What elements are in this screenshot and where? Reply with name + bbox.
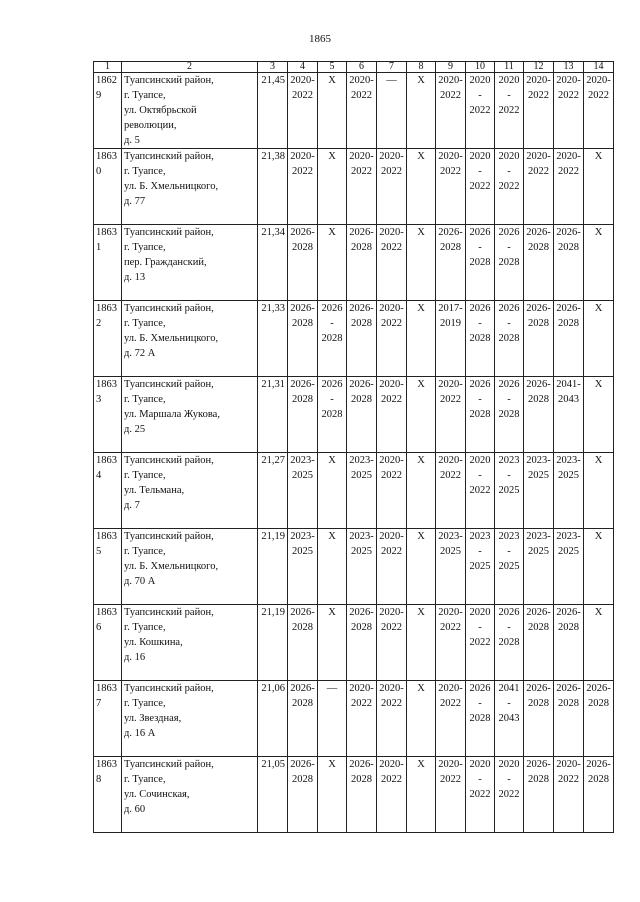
period-cell-c14: 2020- 2022: [584, 73, 614, 149]
record-number-cell: 18632: [94, 301, 122, 377]
period-cell-c12: 2026- 2028: [524, 377, 554, 453]
period-cell-c14: Х: [584, 149, 614, 225]
column-number-row: [94, 62, 614, 73]
period-cell-c12: 2023- 2025: [524, 453, 554, 529]
period-cell-c10: 2026- 2028: [466, 377, 495, 453]
address-cell: Туапсинский район, г. Туапсе, ул. Маршала Жукова, д. 25: [122, 377, 258, 453]
period-cell-c5: —: [318, 681, 347, 757]
period-cell-c10: 2020- 2022: [466, 453, 495, 529]
period-cell-c4: 2023- 2025: [288, 453, 318, 529]
period-cell-c14: Х: [584, 377, 614, 453]
address-cell: Туапсинский район, г. Туапсе, ул. Тельмана, д. 7: [122, 453, 258, 529]
table-row: [94, 149, 614, 225]
period-cell-c12: 2026- 2028: [524, 225, 554, 301]
record-number-cell: 18630: [94, 149, 122, 225]
period-cell-c6: 2026- 2028: [347, 757, 377, 833]
period-cell-c7: 2020- 2022: [377, 377, 407, 453]
period-cell-c11: 2020- 2022: [495, 149, 524, 225]
period-cell-c13: 2026- 2028: [554, 301, 584, 377]
housing-register-table: [93, 61, 614, 833]
period-cell-c14: 2026- 2028: [584, 681, 614, 757]
period-cell-c8: Х: [407, 453, 436, 529]
period-cell-c6: 2020- 2022: [347, 149, 377, 225]
record-number-cell: 18629: [94, 73, 122, 149]
page-number: 1865: [309, 33, 331, 45]
period-cell-c10: 2026- 2028: [466, 681, 495, 757]
period-cell-c5: Х: [318, 529, 347, 605]
period-cell-c11: 2026- 2028: [495, 301, 524, 377]
column-header: 14: [584, 62, 614, 73]
period-cell-c6: 2026- 2028: [347, 301, 377, 377]
period-cell-c6: 2026- 2028: [347, 225, 377, 301]
column-header: 9: [436, 62, 466, 73]
period-cell-c13: 2026- 2028: [554, 225, 584, 301]
area-cell: 21,19: [258, 529, 288, 605]
period-cell-c8: Х: [407, 73, 436, 149]
period-cell-c11: 2020- 2022: [495, 757, 524, 833]
period-cell-c8: Х: [407, 681, 436, 757]
period-cell-c8: Х: [407, 301, 436, 377]
period-cell-c6: 2026- 2028: [347, 377, 377, 453]
period-cell-c14: Х: [584, 225, 614, 301]
address-cell: Туапсинский район, г. Туапсе, ул. Кошкина, д. 16: [122, 605, 258, 681]
period-cell-c9: 2020- 2022: [436, 149, 466, 225]
area-cell: 21,38: [258, 149, 288, 225]
table-row: [94, 681, 614, 757]
period-cell-c4: 2026- 2028: [288, 225, 318, 301]
period-cell-c7: 2020- 2022: [377, 605, 407, 681]
record-number-cell: 18638: [94, 757, 122, 833]
column-header: 10: [466, 62, 495, 73]
period-cell-c5: 2026- 2028: [318, 301, 347, 377]
period-cell-c6: 2023- 2025: [347, 453, 377, 529]
period-cell-c7: 2020- 2022: [377, 529, 407, 605]
period-cell-c13: 2023- 2025: [554, 453, 584, 529]
period-cell-c8: Х: [407, 605, 436, 681]
period-cell-c4: 2020- 2022: [288, 73, 318, 149]
table-body: [94, 73, 614, 833]
period-cell-c4: 2026- 2028: [288, 681, 318, 757]
address-cell: Туапсинский район, г. Туапсе, ул. Сочинская, д. 60: [122, 757, 258, 833]
period-cell-c5: Х: [318, 73, 347, 149]
period-cell-c9: 2026- 2028: [436, 225, 466, 301]
period-cell-c4: 2026- 2028: [288, 301, 318, 377]
period-cell-c8: Х: [407, 225, 436, 301]
period-cell-c4: 2026- 2028: [288, 757, 318, 833]
record-number-cell: 18637: [94, 681, 122, 757]
period-cell-c5: Х: [318, 605, 347, 681]
period-cell-c13: 2026- 2028: [554, 681, 584, 757]
period-cell-c6: 2026- 2028: [347, 605, 377, 681]
period-cell-c10: 2023- 2025: [466, 529, 495, 605]
period-cell-c14: 2026- 2028: [584, 757, 614, 833]
period-cell-c5: 2026- 2028: [318, 377, 347, 453]
table-row: [94, 377, 614, 453]
period-cell-c12: 2026- 2028: [524, 681, 554, 757]
period-cell-c5: Х: [318, 149, 347, 225]
record-number-cell: 18633: [94, 377, 122, 453]
period-cell-c9: 2020- 2022: [436, 757, 466, 833]
period-cell-c5: Х: [318, 757, 347, 833]
period-cell-c5: Х: [318, 453, 347, 529]
period-cell-c8: Х: [407, 529, 436, 605]
area-cell: 21,06: [258, 681, 288, 757]
column-header: 3: [258, 62, 288, 73]
period-cell-c13: 2041- 2043: [554, 377, 584, 453]
column-header: 2: [122, 62, 258, 73]
period-cell-c14: Х: [584, 453, 614, 529]
column-header: 6: [347, 62, 377, 73]
record-number-cell: 18634: [94, 453, 122, 529]
period-cell-c13: 2026- 2028: [554, 605, 584, 681]
period-cell-c12: 2020- 2022: [524, 149, 554, 225]
period-cell-c11: 2026- 2028: [495, 605, 524, 681]
column-header: 12: [524, 62, 554, 73]
period-cell-c11: 2026- 2028: [495, 377, 524, 453]
period-cell-c10: 2020- 2022: [466, 757, 495, 833]
address-cell: Туапсинский район, г. Туапсе, ул. Октябрьской революции, д. 5: [122, 73, 258, 149]
period-cell-c6: 2020- 2022: [347, 73, 377, 149]
period-cell-c9: 2023- 2025: [436, 529, 466, 605]
address-cell: Туапсинский район, г. Туапсе, ул. Звездная, д. 16 А: [122, 681, 258, 757]
period-cell-c4: 2026- 2028: [288, 605, 318, 681]
period-cell-c10: 2020- 2022: [466, 149, 495, 225]
column-header: 7: [377, 62, 407, 73]
table-row: [94, 73, 614, 149]
period-cell-c7: 2020- 2022: [377, 681, 407, 757]
record-number-cell: 18635: [94, 529, 122, 605]
period-cell-c14: Х: [584, 605, 614, 681]
period-cell-c10: 2020- 2022: [466, 73, 495, 149]
column-header: 8: [407, 62, 436, 73]
period-cell-c11: 2041- 2043: [495, 681, 524, 757]
period-cell-c11: 2023- 2025: [495, 453, 524, 529]
period-cell-c8: Х: [407, 377, 436, 453]
column-header: 11: [495, 62, 524, 73]
area-cell: 21,33: [258, 301, 288, 377]
column-header: 1: [94, 62, 122, 73]
period-cell-c12: 2026- 2028: [524, 605, 554, 681]
period-cell-c8: Х: [407, 149, 436, 225]
period-cell-c9: 2020- 2022: [436, 377, 466, 453]
period-cell-c9: 2020- 2022: [436, 681, 466, 757]
record-number-cell: 18636: [94, 605, 122, 681]
address-cell: Туапсинский район, г. Туапсе, ул. Б. Хмельницкого, д. 70 А: [122, 529, 258, 605]
period-cell-c4: 2026- 2028: [288, 377, 318, 453]
period-cell-c7: —: [377, 73, 407, 149]
period-cell-c12: 2020- 2022: [524, 73, 554, 149]
column-header: 13: [554, 62, 584, 73]
table-row: [94, 453, 614, 529]
period-cell-c13: 2020- 2022: [554, 757, 584, 833]
area-cell: 21,05: [258, 757, 288, 833]
period-cell-c9: 2020- 2022: [436, 73, 466, 149]
period-cell-c14: Х: [584, 301, 614, 377]
table-row: [94, 225, 614, 301]
period-cell-c14: Х: [584, 529, 614, 605]
period-cell-c13: 2023- 2025: [554, 529, 584, 605]
address-cell: Туапсинский район, г. Туапсе, пер. Гражданский, д. 13: [122, 225, 258, 301]
area-cell: 21,19: [258, 605, 288, 681]
table-row: [94, 529, 614, 605]
period-cell-c10: 2020- 2022: [466, 605, 495, 681]
period-cell-c9: 2020- 2022: [436, 605, 466, 681]
period-cell-c4: 2023- 2025: [288, 529, 318, 605]
period-cell-c12: 2023- 2025: [524, 529, 554, 605]
period-cell-c11: 2026- 2028: [495, 225, 524, 301]
column-header: 5: [318, 62, 347, 73]
period-cell-c7: 2020- 2022: [377, 757, 407, 833]
period-cell-c6: 2020- 2022: [347, 681, 377, 757]
area-cell: 21,31: [258, 377, 288, 453]
table-row: [94, 757, 614, 833]
period-cell-c9: 2020- 2022: [436, 453, 466, 529]
period-cell-c5: Х: [318, 225, 347, 301]
period-cell-c10: 2026- 2028: [466, 225, 495, 301]
period-cell-c12: 2026- 2028: [524, 757, 554, 833]
period-cell-c7: 2020- 2022: [377, 225, 407, 301]
period-cell-c7: 2020- 2022: [377, 301, 407, 377]
period-cell-c8: Х: [407, 757, 436, 833]
period-cell-c12: 2026- 2028: [524, 301, 554, 377]
period-cell-c10: 2026- 2028: [466, 301, 495, 377]
address-cell: Туапсинский район, г. Туапсе, ул. Б. Хмельницкого, д. 72 А: [122, 301, 258, 377]
period-cell-c11: 2020- 2022: [495, 73, 524, 149]
period-cell-c9: 2017- 2019: [436, 301, 466, 377]
area-cell: 21,45: [258, 73, 288, 149]
period-cell-c13: 2020- 2022: [554, 149, 584, 225]
area-cell: 21,34: [258, 225, 288, 301]
address-cell: Туапсинский район, г. Туапсе, ул. Б. Хмельницкого, д. 77: [122, 149, 258, 225]
record-number-cell: 18631: [94, 225, 122, 301]
period-cell-c7: 2020- 2022: [377, 149, 407, 225]
period-cell-c4: 2020- 2022: [288, 149, 318, 225]
table-row: [94, 301, 614, 377]
table-row: [94, 605, 614, 681]
column-header: 4: [288, 62, 318, 73]
period-cell-c13: 2020- 2022: [554, 73, 584, 149]
area-cell: 21,27: [258, 453, 288, 529]
period-cell-c7: 2020- 2022: [377, 453, 407, 529]
period-cell-c6: 2023- 2025: [347, 529, 377, 605]
period-cell-c11: 2023- 2025: [495, 529, 524, 605]
